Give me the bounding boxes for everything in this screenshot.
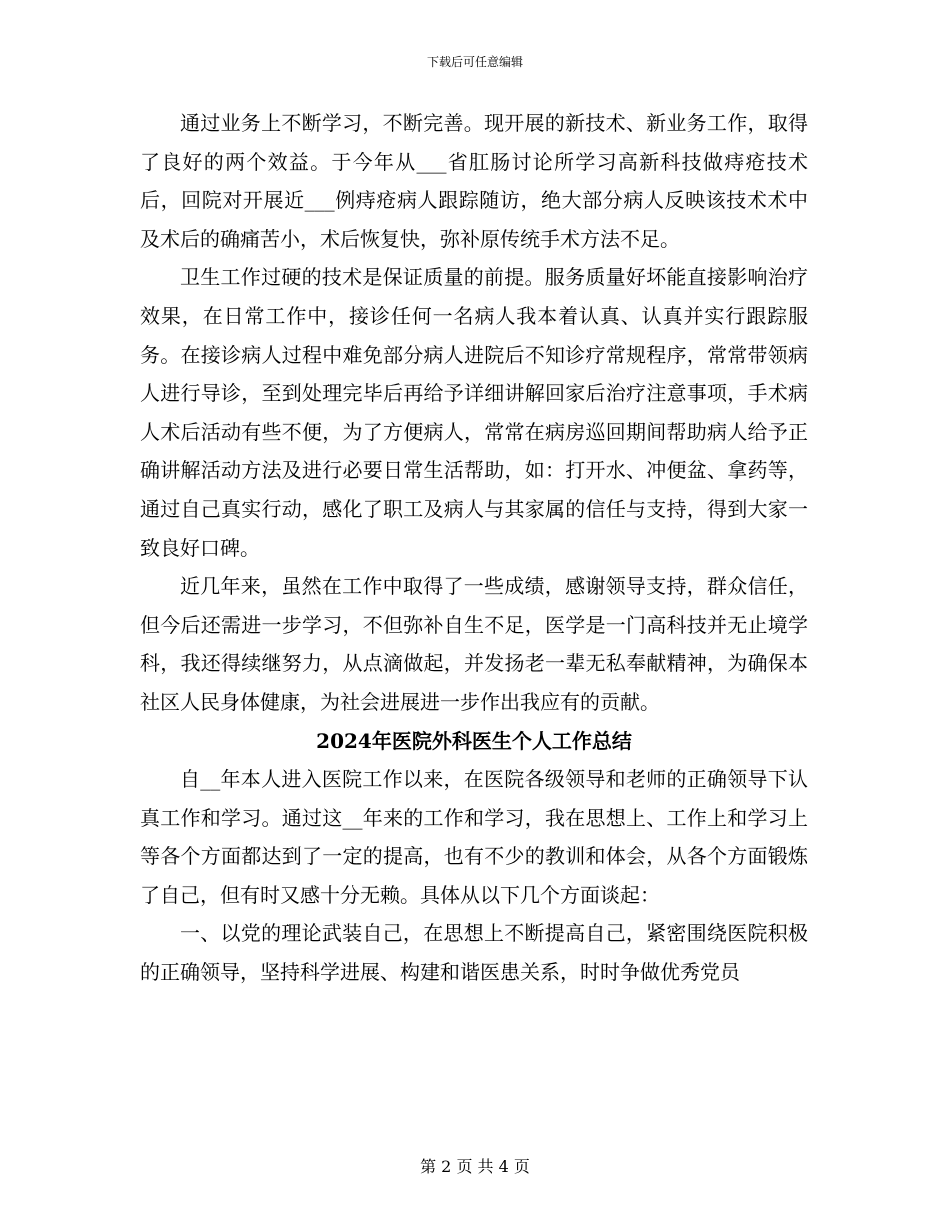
section-paragraph-2: 一、以党的理论武装自己，在思想上不断提高自己，紧密围绕医院积极的正确领导，坚持科学进展、构建和谐医患关系，时时争做优秀党员 — [140, 921, 808, 985]
section-title: 2024年医院外科医生个人工作总结 — [316, 728, 632, 753]
paragraph-3: 近几年来，虽然在工作中取得了一些成绩，感谢领导支持，群众信任，但今后还需进一步学习，不但弥补自生不足，医学是一门高科技并无止境学科，我还得续继努力，从点滴做起，并发扬老一辈无私奉献精神，为确保本社区人民身体健康，为社会进展进一步作出我应有的贡献。 — [140, 574, 808, 714]
section-paragraph-1: 自__年本人进入医院工作以来，在医院各级领导和老师的正确领导下认真工作和学习。通过这__年来的工作和学习，我在思想上、工作上和学习上等各个方面都达到了一定的提高，也有不少的教训和体会，从各个方面锻炼了自己，但有时又感十分无赖。具体从以下几个方面谈起： — [140, 767, 808, 907]
page-number: 第 2 页 共 4 页 — [420, 1157, 530, 1176]
header-text: 下载后可任意编辑 — [426, 55, 523, 69]
page-header — [0, 54, 950, 70]
paragraph-2: 卫生工作过硬的技术是保证质量的前提。服务质量好坏能直接影响治疗效果，在日常工作中，接诊任何一名病人我本着认真、认真并实行跟踪服务。在接诊病人过程中难免部分病人进院后不知诊疗常规程序，常常带领病人进行导诊，至到处理完毕后再给予详细讲解回家后治疗注意事项，手术病人术后活动有些不便，为了方便病人，常常在病房巡回期间帮助病人给予正确讲解活动方法及进行必要日常生活帮助，如：打开水、冲便盆、拿药等，通过自己真实行动，感化了职工及病人与其家属的信任与支持，得到大家一致良好口碑。 — [140, 265, 808, 560]
page-footer — [0, 1157, 950, 1177]
paragraph-1: 通过业务上不断学习，不断完善。现开展的新技术、新业务工作，取得了良好的两个效益。于今年从___省肛肠讨论所学习高新科技做痔疮技术后，回院对开展近___例痔疮病人跟踪随访，绝大部分病人反映该技术术中及术后的确痛苦小，术后恢复快，弥补原传统手术方法不足。 — [140, 111, 808, 251]
document-body — [140, 104, 808, 992]
